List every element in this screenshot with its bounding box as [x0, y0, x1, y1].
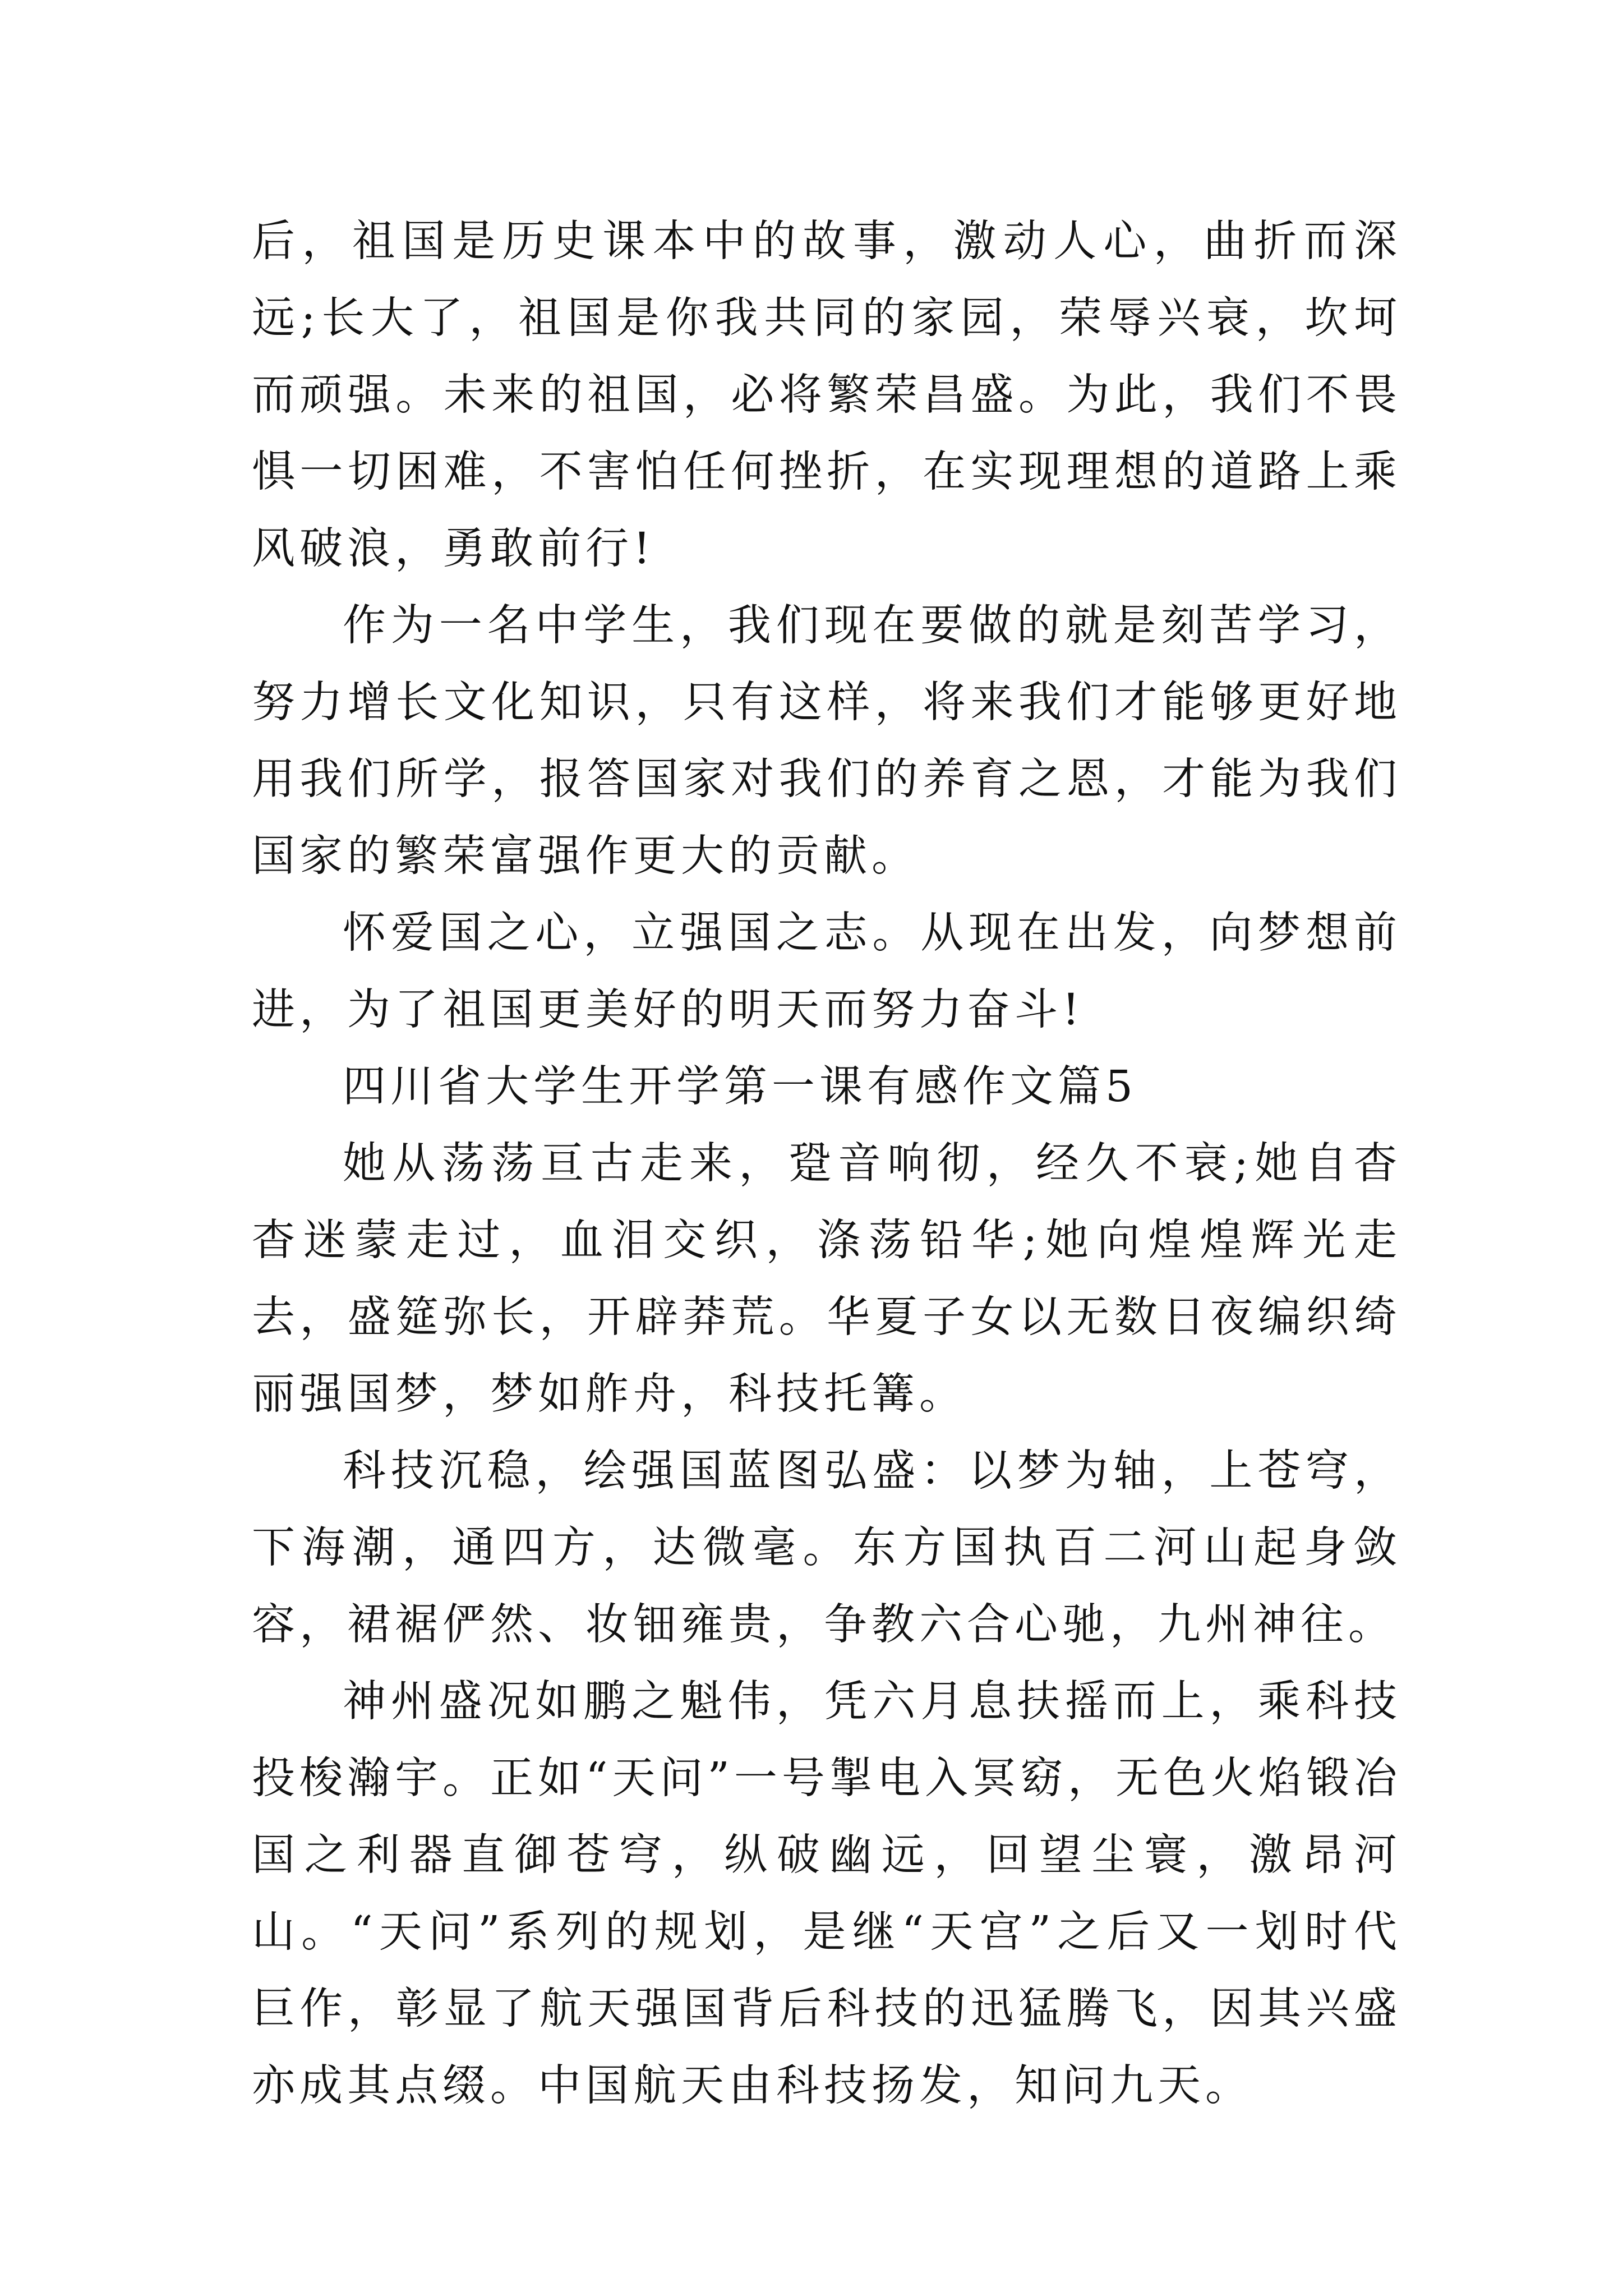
paragraph-4: 她从荡荡亘古走来，跫音响彻，经久不衰;她自杳杳迷蒙走过，血泪交织，涤荡铅华;她向煌煌辉光走去，盛筵弥长，开辟莽荒。华夏子女以无数日夜编织绮丽强国梦，梦如舴舟，科技托篝。: [252, 1139, 1401, 1419]
document-body: [252, 203, 1401, 2124]
paragraph-5: 科技沉稳，绘强国蓝图弘盛：以梦为轴，上苍穹，下海潮，通四方，达微毫。东方国执百二河山起身敛容，裙裾俨然、妆钿雍贵，争教六合心驰，九州神往。: [252, 1446, 1401, 1650]
paragraph-3: 怀爱国之心，立强国之志。从现在出发，向梦想前进，为了祖国更美好的明天而努力奋斗!: [252, 908, 1401, 1035]
paragraph-6: 神州盛况如鹏之魁伟，凭六月息扶摇而上，乘科技投梭瀚宇。正如“天问”一号掣电入冥窈，无色火焰锻冶国之利器直御苍穹，纵破幽远，回望尘寰，激昂河山。“天问”系列的规划，是继“天宫”之后又一划时代巨作，彰显了航天强国背后科技的迅猛腾飞，因其兴盛亦成其点缀。中国航天由科技扬发，知问九天。: [252, 1677, 1401, 2111]
section-title: 四川省大学生开学第一课有感作文篇5: [343, 1062, 1137, 1112]
paragraph-1: 后，祖国是历史课本中的故事，激动人心，曲折而深远;长大了，祖国是你我共同的家园，荣辱兴衰，坎坷而顽强。未来的祖国，必将繁荣昌盛。为此，我们不畏惧一切困难，不害怕任何挫折，在实现理想的道路上乘风破浪，勇敢前行!: [252, 217, 1401, 574]
paragraph-2: 作为一名中学生，我们现在要做的就是刻苦学习，努力增长文化知识，只有这样，将来我们才能够更好地用我们所学，报答国家对我们的养育之恩，才能为我们国家的繁荣富强作更大的贡献。: [252, 601, 1401, 881]
